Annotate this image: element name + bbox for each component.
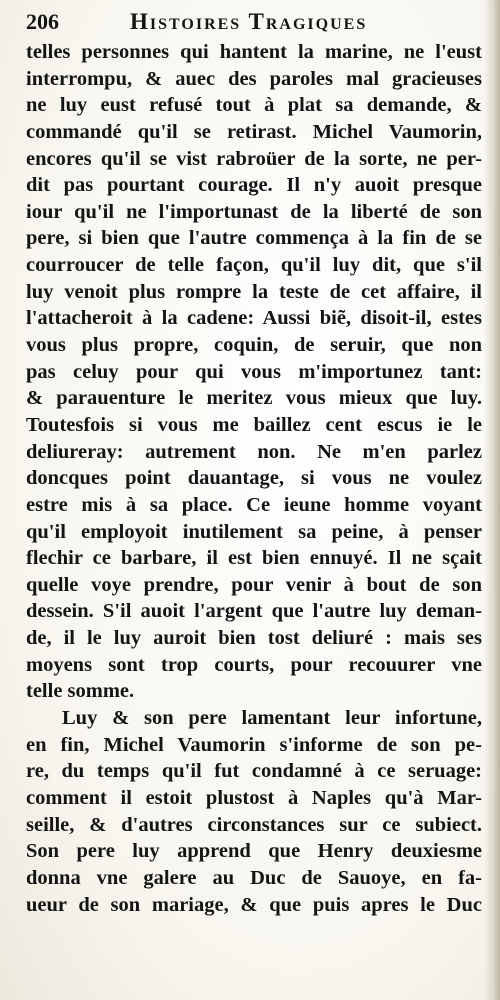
text-line: encores qu'il se vist rabroüer de la sorte, ne per- xyxy=(26,147,482,170)
text-line: Son pere luy apprend que Henry deuxiesme xyxy=(26,840,482,863)
text-line: & parauenture le meritez vous mieux que luy. xyxy=(26,387,482,410)
text-line: dit pas pourtant courage. Il n'y auoit presque xyxy=(26,174,482,197)
text-line: re, du temps qu'il fut condamné à ce seruage: xyxy=(26,760,482,783)
text-line: interrompu, & auec des paroles mal gracieuses xyxy=(26,67,482,90)
body-text xyxy=(26,39,482,918)
text-line: donna vne galere au Duc de Sauoye, en fa- xyxy=(26,866,482,889)
page-edge-shadow xyxy=(484,0,500,1000)
text-line: pere, si bien que l'autre commença à la fin de se xyxy=(26,227,482,250)
paragraph-start-line: Luy & son pere lamentant leur infortune, xyxy=(62,707,482,730)
text-line: comment il estoit plustost à Naples qu'à Mar- xyxy=(26,786,482,809)
text-line: doncques point dauantage, si vous ne voulez xyxy=(26,467,482,490)
text-line: iour qu'il ne l'importunast de la liberté de son xyxy=(26,200,482,223)
text-line: courroucer de telle façon, qu'il luy dit, que s'il xyxy=(26,254,482,277)
text-line: en fin, Michel Vaumorin s'informe de son pe- xyxy=(26,733,482,756)
text-line: deliureray: autrement non. Ne m'en parlez xyxy=(26,440,482,463)
paragraph-end-line: telle somme. xyxy=(26,680,135,703)
text-line: seille, & d'autres circonstances sur ce subiect. xyxy=(26,813,482,836)
text-line: commandé qu'il se retirast. Michel Vaumorin, xyxy=(26,120,482,143)
text-line: dessein. S'il auoit l'argent que l'autre luy deman- xyxy=(26,600,482,623)
running-header xyxy=(26,6,486,38)
text-line: l'attacheroit à la cadene: Aussi biẽ, disoit-il, estes xyxy=(26,307,482,330)
text-line: de, il le luy auroit bien tost deliuré : mais ses xyxy=(26,627,482,650)
text-line: flechir ce barbare, il est bien ennuyé. Il ne sçait xyxy=(26,547,482,570)
text-line: luy venoit plus rompre la teste de cet affaire, il xyxy=(26,280,482,303)
page-number: 206 xyxy=(26,9,59,34)
text-line: estre mis à sa place. Ce ieune homme voyant xyxy=(26,493,482,516)
text-line: Toutesfois si vous me baillez cent escus ie le xyxy=(26,413,482,436)
text-line: qu'il employoit inutilement sa peine, à penser xyxy=(26,520,482,543)
text-line: vous plus propre, coquin, de seruir, que non xyxy=(26,334,482,357)
text-line: quelle voye prendre, pour venir à bout de son xyxy=(26,573,482,596)
text-line: telles personnes qui hantent la marine, ne l'eust xyxy=(26,41,482,63)
text-line: ueur de son mariage, & que puis apres le Duc xyxy=(26,893,482,916)
text-line: pas celuy pour qui vous m'importunez tant: xyxy=(26,360,482,383)
text-line: moyens sont trop courts, pour recouurer vne xyxy=(26,653,482,676)
text-line: ne luy eust refusé tout à plat sa demande, & xyxy=(26,94,482,117)
running-title: Histoires Tragiques xyxy=(130,9,368,34)
